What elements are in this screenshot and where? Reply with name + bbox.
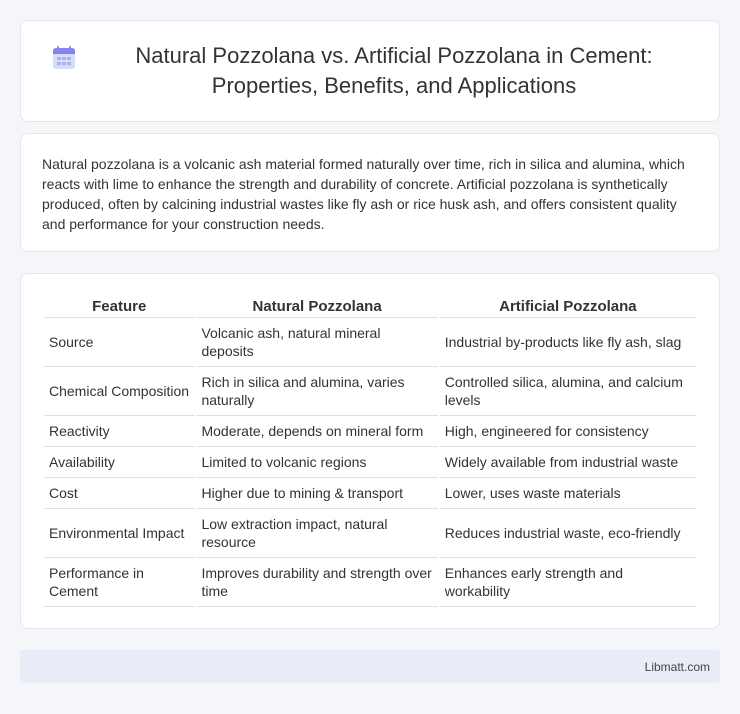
title-wrap [21,41,719,101]
cell-natural: Volcanic ash, natural mineral deposits [196,318,437,367]
cell-feature: Reactivity [44,416,194,447]
cell-artificial: Industrial by-products like fly ash, slag [440,318,696,367]
header-natural: Natural Pozzolana [196,294,437,318]
cell-natural: Higher due to mining & transport [196,478,437,509]
cell-artificial: High, engineered for consistency [440,416,696,447]
table-row [44,318,696,367]
page-title: Natural Pozzolana vs. Artificial Pozzolana in Cement: Properties, Benefits, and Applications [135,43,653,98]
table-row [44,478,696,509]
cell-natural: Rich in silica and alumina, varies naturally [196,367,437,416]
cell-feature: Performance in Cement [44,558,194,607]
cell-artificial: Widely available from industrial waste [440,447,696,478]
table-row [44,367,696,416]
footer-brand-link[interactable]: Libmatt.com [644,659,710,674]
cell-feature: Availability [44,447,194,478]
footer [20,650,720,683]
calendar-icon [51,45,77,71]
comparison-table [42,294,698,607]
table-row [44,416,696,447]
cell-feature: Source [44,318,194,367]
table-row [44,558,696,607]
cell-natural: Low extraction impact, natural resource [196,509,437,558]
cell-feature: Chemical Composition [44,367,194,416]
cell-natural: Limited to volcanic regions [196,447,437,478]
table-row [44,509,696,558]
cell-natural: Moderate, depends on mineral form [196,416,437,447]
table-header-row [44,294,696,318]
cell-feature: Environmental Impact [44,509,194,558]
cell-artificial: Reduces industrial waste, eco-friendly [440,509,696,558]
intro-card [20,133,720,252]
table-row [44,447,696,478]
cell-natural: Improves durability and strength over time [196,558,437,607]
cell-feature: Cost [44,478,194,509]
header-artificial: Artificial Pozzolana [440,294,696,318]
cell-artificial: Enhances early strength and workability [440,558,696,607]
comparison-table-card [20,273,720,629]
title-card [20,20,720,122]
cell-artificial: Controlled silica, alumina, and calcium levels [440,367,696,416]
intro-paragraph: Natural pozzolana is a volcanic ash material formed naturally over time, rich in silica and alumina, which reacts with lime to enhance the strength and durability of concrete. Artificial pozzolana is synthetically produced, often by calcining industrial wastes like fly ash or rice husk ash, and offers consistent quality and performance for your construction needs. [42,156,685,232]
cell-artificial: Lower, uses waste materials [440,478,696,509]
header-feature: Feature [44,294,194,318]
